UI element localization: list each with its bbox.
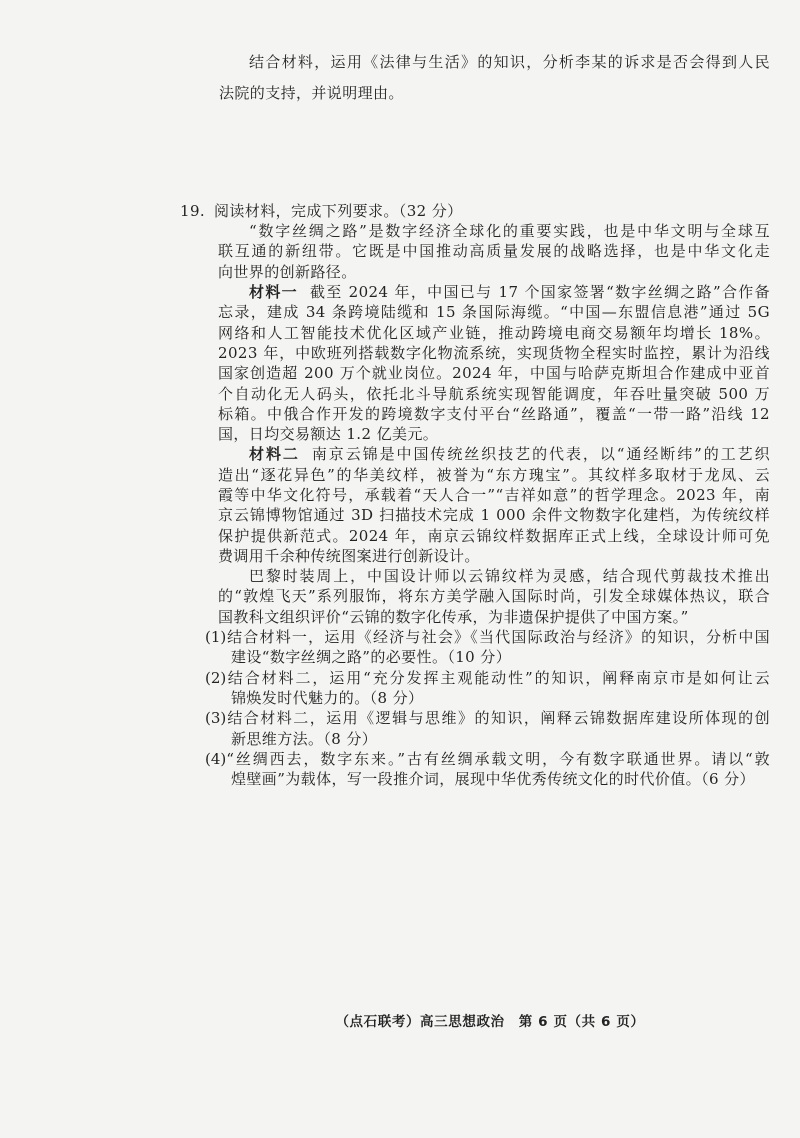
task-2	[0, 668, 800, 709]
question-number: 19.	[180, 201, 206, 220]
text-line: 网络和人工智能技术优化区域产业链，推动跨境电商交易额年均增长 18%。	[218, 323, 770, 342]
text-line: “数字丝绸之路”是数字经济全球化的重要实践，也是中华文明与全球互	[249, 222, 770, 241]
question-header	[180, 201, 770, 221]
intro-paragraph	[0, 221, 800, 282]
text-line: 新思维方法。（8 分）	[231, 729, 378, 748]
material1-paragraph	[0, 282, 800, 444]
text-line: 建设“数字丝绸之路”的必要性。（10 分）	[231, 648, 512, 667]
text-line: 联互通的新纽带。它既是中国推动高质量发展的战略选择，也是中华文化走	[218, 242, 770, 261]
text-line: 京云锦博物馆通过 3D 扫描技术完成 1 000 余件文物数字化建档，为传统纹样	[218, 506, 770, 525]
task-number: (1)	[205, 628, 227, 647]
text-line	[205, 708, 770, 728]
task-number: (4)	[205, 749, 227, 768]
question-19	[0, 201, 800, 790]
text-span: 结合材料一，运用《经济与社会》《当代国际政治与经济》的知识，分析中国	[226, 628, 770, 647]
task-3	[0, 708, 800, 749]
text-line	[205, 749, 770, 769]
text-line: 的“敦煌飞天”系列服饰，将东方美学融入国际时尚，引发全球媒体热议，联合	[218, 587, 770, 606]
text-line: 国，日均交易额达 1.2 亿美元。	[218, 425, 439, 444]
text-span: “丝绸西去，数字东来。”古有丝绸承载文明，今有数字联通世界。请以“敦	[226, 749, 770, 768]
text-span: 截至 2024 年，中国已与 17 个国家签署“数字丝绸之路”合作备	[309, 283, 770, 302]
text-line	[249, 444, 770, 464]
task-1	[0, 627, 800, 668]
task-number: (2)	[205, 668, 227, 687]
text-line: 霞等中华文化符号，承载着“天人合一”“吉祥如意”的哲学理念。2023 年，南	[218, 486, 770, 504]
text-line: 向世界的创新路径。	[218, 262, 357, 281]
text-line: 结合材料，运用《法律与生活》的知识，分析李某的诉求是否会得到人民	[249, 52, 770, 71]
text-line: 煌壁画”为载体，写一段推介词，展现中华优秀传统文化的时代价值。（6 分）	[231, 770, 755, 789]
previous-question-text	[0, 47, 800, 109]
text-line: 巴黎时装周上，中国设计师以云锦纹样为灵感，结合现代剪裁技术推出	[249, 567, 770, 586]
material2-paragraph-2	[0, 566, 800, 627]
material1-label: 材料一	[249, 283, 298, 302]
text-line: 费调用千余种传统图案进行创新设计。	[218, 546, 480, 565]
text-line	[205, 627, 770, 647]
text-line: 国教科文组织评价“云锦的数字化传承，为非遗保护提供了中国方案。”	[218, 607, 689, 626]
text-line	[249, 282, 770, 302]
material2-label: 材料二	[249, 445, 300, 464]
task-number: (3)	[205, 709, 227, 728]
text-line: 法院的支持，并说明理由。	[219, 83, 404, 102]
text-line: 保护提供新范式。2024 年，南京云锦纹样数据库正式上线，全球设计师可免	[218, 526, 770, 545]
page-footer: （点石联考）高三思想政治 第 6 页（共 6 页）	[335, 1014, 645, 1030]
task-4	[0, 749, 800, 790]
text-span: 南京云锦是中国传统丝织技艺的代表，以“通经断纬”的工艺织	[311, 445, 770, 464]
text-span: 结合材料二，运用“充分发挥主观能动性”的知识，阐释南京市是如何让云	[226, 668, 770, 687]
text-line: 国家创造超 200 万个就业岗位。2024 年，中国与哈萨克斯坦合作建成中亚首	[218, 364, 770, 383]
text-line: 锦焕发时代魅力的。（8 分）	[231, 688, 424, 707]
text-line: 忘录，建成 34 条跨境陆缆和 15 条国际海缆。“中国—东盟信息港”通过 5G	[218, 303, 770, 322]
text-line: 造出“逐花异色”的华美纹样，被誉为“东方瑰宝”。其纹样多取材于龙凤、云	[218, 465, 770, 484]
material2-paragraph	[0, 444, 800, 566]
text-line: 个自动化无人码头，依托北斗导航系统实现智能调度，年吞吐量突破 500 万	[218, 384, 770, 403]
text-line: 标箱。中俄合作开发的跨境数字支付平台“丝路通”，覆盖“一带一路”沿线 12	[218, 404, 770, 423]
question-prompt: 阅读材料，完成下列要求。（32 分）	[214, 201, 463, 220]
text-span: 结合材料二，运用《逻辑与思维》的知识，阐释云锦数据库建设所体现的创	[226, 709, 770, 728]
text-line: 2023 年，中欧班列搭载数字化物流系统，实现货物全程实时监控，累计为沿线	[218, 343, 770, 362]
text-line	[205, 668, 770, 688]
